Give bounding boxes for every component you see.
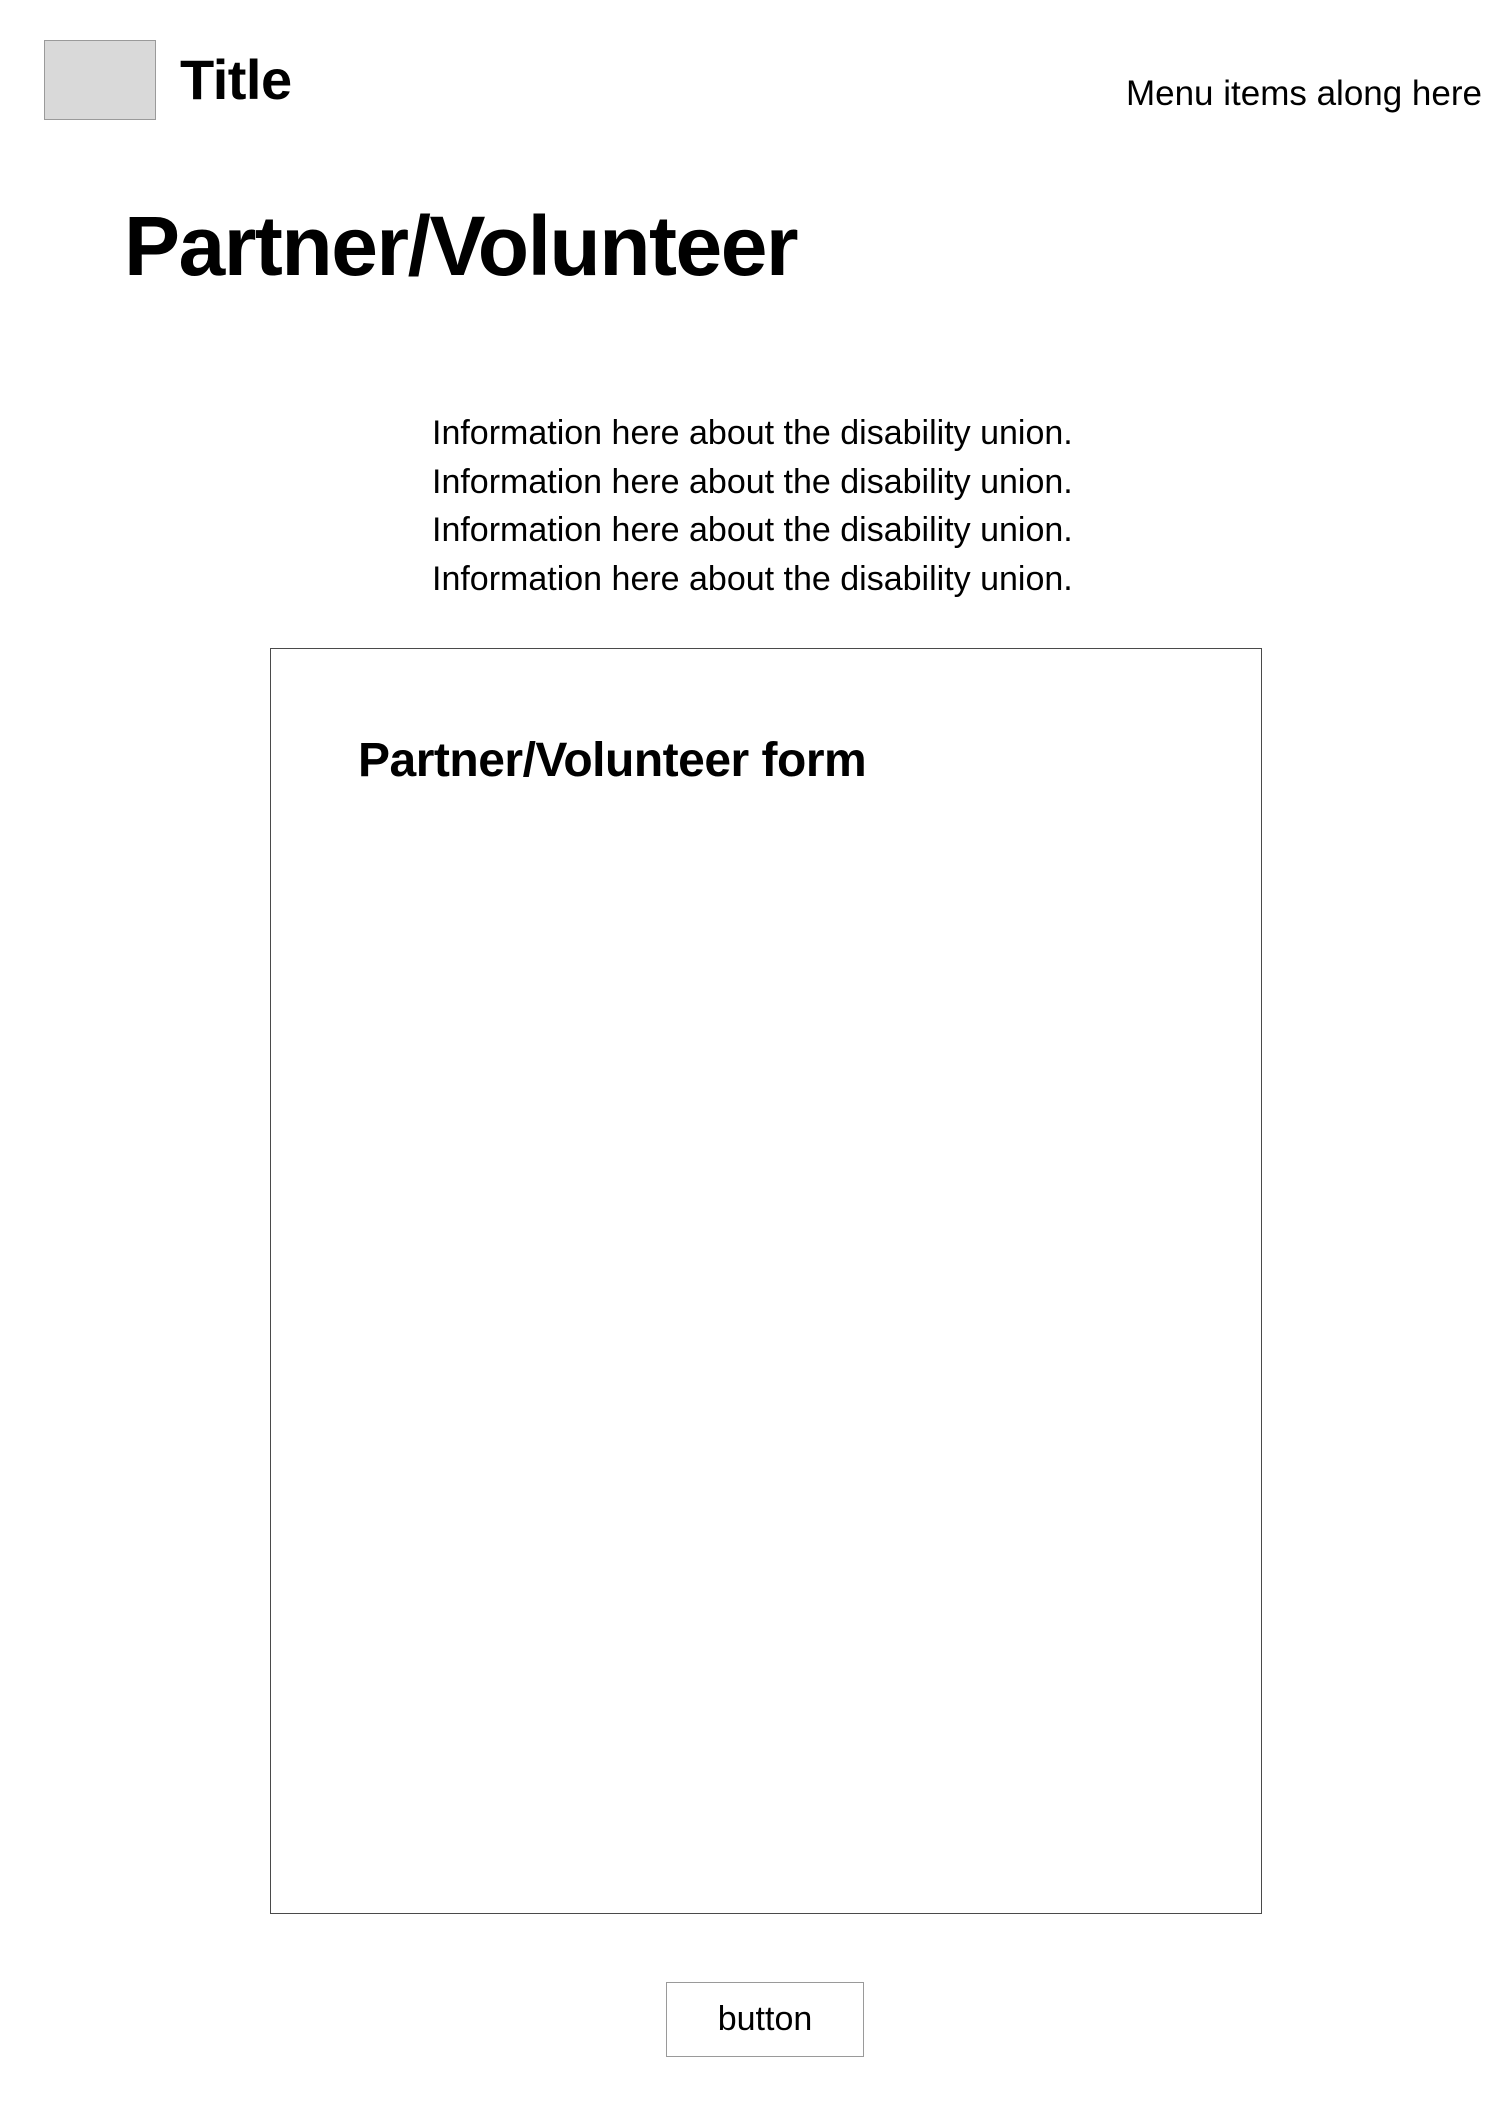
nav-menu[interactable] (1126, 70, 1482, 118)
partner-volunteer-form (270, 648, 1262, 1914)
logo-placeholder[interactable] (44, 40, 156, 120)
info-line: Information here about the disability union. (432, 462, 1073, 501)
page-title: Partner/Volunteer (124, 199, 798, 293)
nav-menu-text[interactable]: Menu items along here (1125, 74, 1482, 113)
info-line: Information here about the disability union. (432, 414, 1073, 452)
submit-button[interactable]: button (666, 1982, 864, 2057)
info-text-block (432, 409, 1132, 603)
site-title[interactable]: Title (180, 48, 292, 111)
info-line: Information here about the disability union. (432, 511, 1073, 549)
info-line: Information here about the disability union. (432, 559, 1073, 598)
form-title: Partner/Volunteer form (358, 734, 867, 787)
